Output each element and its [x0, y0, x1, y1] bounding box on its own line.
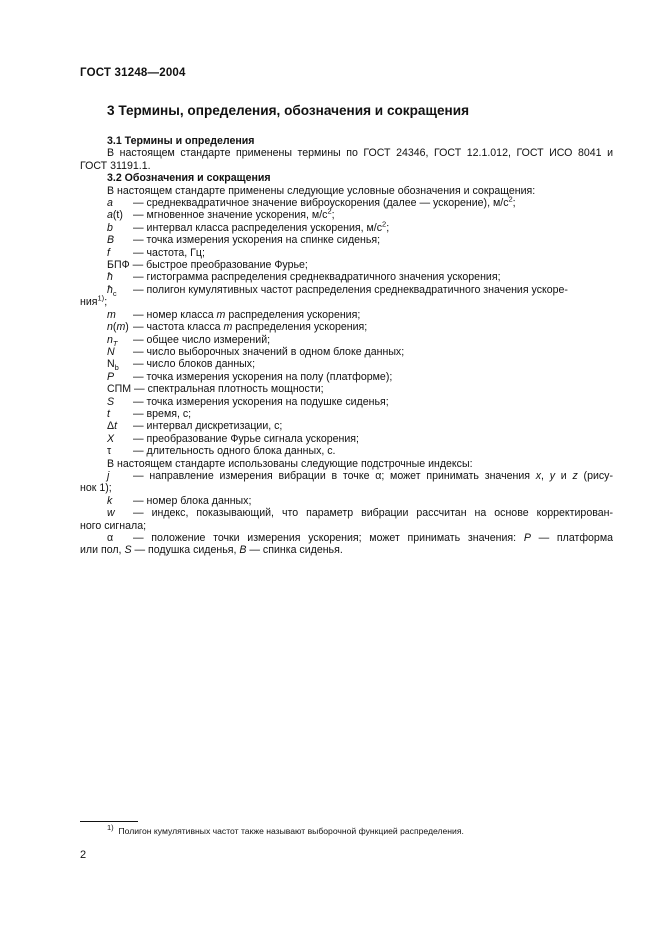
definition-j: — направление измерения вибрации в точке α; может принимать значения x, y и z (рису-: [133, 469, 613, 482]
symbol-nm: n(m): [107, 321, 129, 334]
page-number: 2: [80, 849, 87, 861]
definition-X: — преобразование Фурье сигнала ускорения;: [133, 432, 359, 445]
symbol-row-bpf: [80, 259, 613, 271]
symbol-row-S: [80, 396, 613, 408]
symbol-f: f: [107, 246, 110, 259]
document-header: ГОСТ 31248—2004: [80, 67, 186, 79]
symbol-row-b: [80, 219, 613, 234]
body-text: [80, 135, 613, 557]
definition-f: — частота, Гц;: [133, 246, 205, 259]
symbol-b: b: [107, 221, 113, 234]
definition-dt: — интервал дискретизации, с;: [133, 420, 283, 433]
symbol-row-nm: [80, 321, 613, 333]
subsection-3-2-heading: 3.2 Обозначения и сокращения: [107, 172, 271, 185]
definition-N: — число выборочных значений в одном блоке данных;: [133, 345, 405, 358]
symbol-row-N: [80, 346, 613, 358]
symbol-at: a(t): [107, 209, 123, 222]
index-alpha: α: [107, 532, 114, 544]
symbol-row-X: [80, 433, 613, 445]
definition-j-cont: нок 1);: [80, 482, 112, 495]
symbol-row-spm: [80, 383, 613, 395]
subsection-3-1-heading: 3.1 Термины и определения: [107, 135, 255, 147]
symbol-h: ħ: [107, 271, 113, 284]
symbol-a: a: [107, 197, 113, 210]
index-row-alpha: [80, 532, 613, 544]
index-k: k: [107, 494, 113, 507]
footnote: [107, 823, 464, 836]
definition-m: — номер класса m распределения ускорения;: [133, 308, 361, 321]
definition-w-cont: ного сигнала;: [80, 519, 147, 532]
symbol-m: m: [107, 308, 116, 321]
definition-P: — точка измерения ускорения на полу (платформе);: [133, 370, 393, 383]
symbol-row-hc: [80, 284, 613, 296]
definition-w: — индекс, показывающий, что параметр вибрации рассчитан на основе корректирован-: [133, 507, 613, 520]
definition-alpha: — положение точки измерения ускорения; может принимать значения: P — платформа: [133, 532, 614, 544]
symbols-intro: В настоящем стандарте применены следующие условные обозначения и сокращения:: [107, 184, 536, 197]
definition-hc: — полигон кумулятивных частот распределения среднеквадратичного значения ускоре-: [133, 283, 568, 296]
symbol-dt: Δt: [107, 420, 118, 433]
footnote-separator: [80, 821, 138, 822]
definition-k: — номер блока данных;: [133, 494, 252, 507]
definition-h: — гистограмма распределения среднеквадратичного значения ускорения;: [133, 271, 501, 284]
symbol-Nb: $N_b$: [107, 358, 119, 373]
symbol-P: P: [107, 370, 115, 383]
symbol-N: N: [107, 345, 115, 358]
footnote-text: Полигон кумулятивных частот также называют выборочной функцией распределения.: [118, 826, 464, 836]
definition-S: — точка измерения ускорения на подушке сиденья;: [133, 395, 389, 408]
symbol-row-h: [80, 271, 613, 283]
symbol-row-P: [80, 371, 613, 383]
definition-at: — мгновенное значение ускорения, $м/с^2$;: [133, 206, 335, 222]
section-title: 3 Термины, определения, обозначения и сокращения: [107, 103, 470, 118]
paragraph-3-1-line2: ГОСТ 31191.1.: [80, 159, 151, 172]
symbol-row-B: [80, 234, 613, 246]
symbol-row-a: [80, 194, 613, 210]
index-j: j: [107, 469, 110, 482]
definition-a: — среднеквадратичное значение виброускорения (далее — ускорение), $м/с^2$;: [133, 194, 516, 210]
definition-alpha-cont: или пол, S — подушка сиденья, B — спинка сиденья.: [80, 544, 343, 557]
definition-nt: — общее число измерений;: [133, 333, 271, 346]
symbol-bpf: БПФ: [107, 259, 130, 272]
symbol-tau: τ: [107, 445, 112, 458]
index-row-w: [80, 507, 613, 519]
symbol-row-tau: [80, 445, 613, 457]
definition-b: — интервал класса распределения ускорения, $м/с^2$;: [133, 219, 390, 234]
index-row-j: [80, 470, 613, 482]
symbol-row-f: [80, 247, 613, 259]
symbol-row-t: [80, 408, 613, 420]
footnote-ref: 1): [97, 293, 105, 303]
definition-bpf: — быстрое преобразование Фурье;: [132, 259, 308, 272]
definition-Nb: — число блоков данных;: [133, 358, 256, 371]
definition-B: — точка измерения ускорения на спинке сиденья;: [133, 234, 381, 247]
symbol-t: t: [107, 407, 110, 420]
index-w: w: [107, 507, 115, 520]
definition-t: — время, с;: [133, 407, 192, 420]
definition-hc-cont: ния$^{1)}$;: [80, 293, 108, 309]
symbol-row-at: [80, 206, 613, 222]
symbol-B: B: [107, 234, 115, 247]
definition-nm: — частота класса m распределения ускорения;: [133, 321, 368, 334]
symbol-row-dt: [80, 420, 613, 432]
symbol-X: X: [107, 432, 115, 445]
footnote-mark: 1): [107, 823, 114, 833]
index-row-k: [80, 495, 613, 507]
symbol-nt: $n_T$: [107, 333, 118, 348]
symbol-row-m: [80, 309, 613, 321]
symbol-S: S: [107, 395, 115, 408]
symbol-spm: СПМ: [107, 383, 132, 396]
paragraph-3-1-line1: В настоящем стандарте применены термины по ГОСТ 24346, ГОСТ 12.1.012, ГОСТ ИСО 8041 и: [107, 147, 613, 160]
symbol-row-Nb: [80, 358, 613, 373]
symbol-row-nt: [80, 334, 613, 346]
definition-spm: — спектральная плотность мощности;: [134, 383, 324, 396]
subscripts-intro: В настоящем стандарте использованы следующие подстрочные индексы:: [107, 457, 473, 470]
symbol-hc: $ħ_c$: [107, 283, 117, 298]
definition-tau: — длительность одного блока данных, с.: [133, 445, 336, 458]
